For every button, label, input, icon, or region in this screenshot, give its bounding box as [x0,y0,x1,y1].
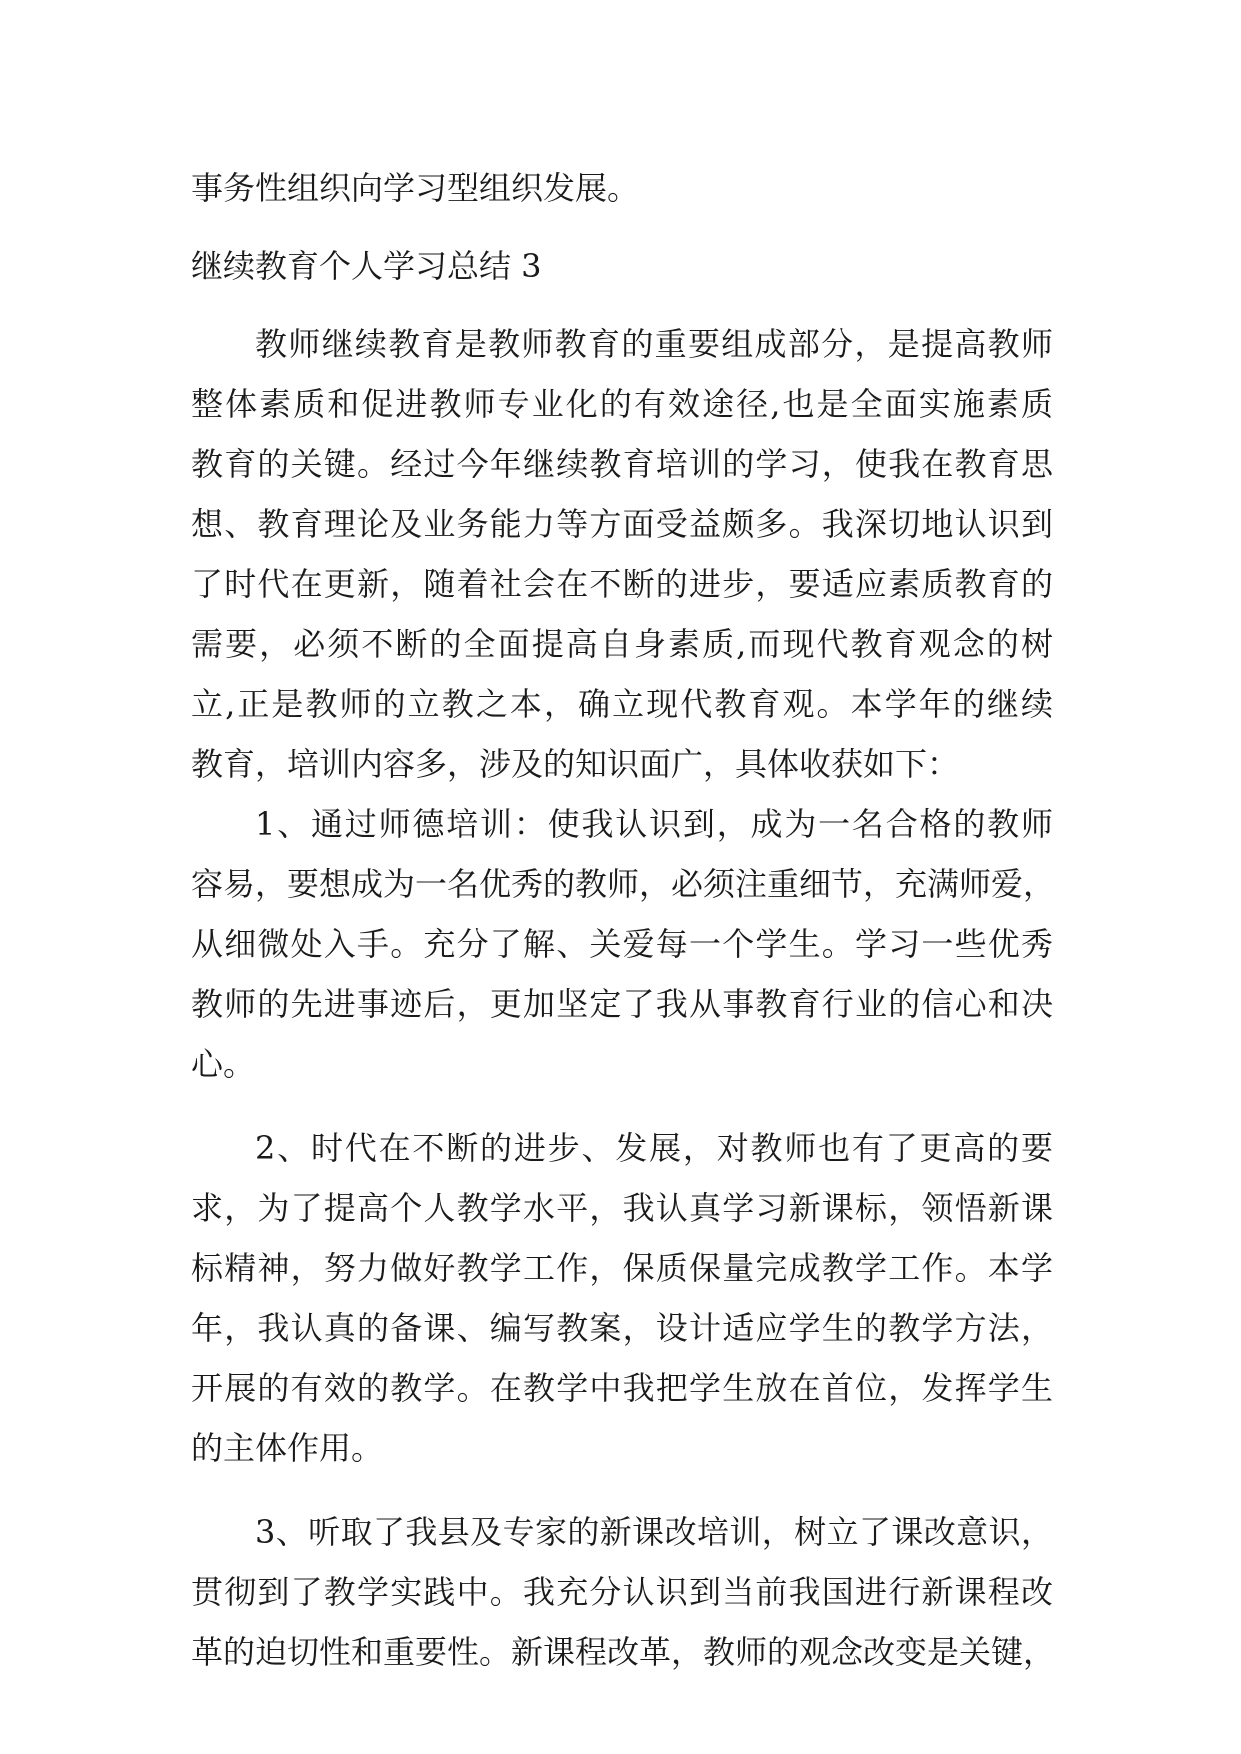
text-line: 事务性组织向学习型组织发展。 [191,169,640,207]
text-line: 容易，要想成为一名优秀的教师，必须注重细节，充满师爱， [191,865,1056,903]
text-line: 了时代在更新，随着社会在不断的进步，要适应素质教育的 [191,565,1053,603]
text-line: 教师的先进事迹后，更加坚定了我从事教育行业的信心和决 [191,985,1053,1023]
paragraph-intro [191,314,1053,794]
paragraph-item-3 [191,1502,1056,1682]
text-line: 3、听取了我县及专家的新课改培训，树立了课改意识， [255,1513,1053,1551]
text-line: 想、教育理论及业务能力等方面受益颇多。我深切地认识到 [191,505,1053,543]
text-line: 从细微处入手。充分了解、关爱每一个学生。学习一些优秀 [191,925,1053,963]
text-line: 教育，培训内容多，涉及的知识面广，具体收获如下： [191,745,960,783]
text-line: 1、通过师德培训：使我认识到，成为一名合格的教师 [255,805,1053,843]
text-line: 立,正是教师的立教之本，确立现代教育观。本学年的继续 [191,685,1053,723]
text-line: 年，我认真的备课、编写教案，设计适应学生的教学方法， [191,1309,1053,1347]
text-line: 2、时代在不断的进步、发展，对教师也有了更高的要 [255,1129,1053,1167]
text-line: 教师继续教育是教师教育的重要组成部分，是提高教师 [255,325,1053,363]
text-line: 求，为了提高个人教学水平，我认真学习新课标，领悟新课 [191,1189,1053,1227]
text-line: 革的迫切性和重要性。新课程改革，教师的观念改变是关键， [191,1633,1056,1671]
text-line: 的主体作用。 [191,1429,384,1467]
text-line: 标精神，努力做好教学工作，保质保量完成教学工作。本学 [191,1249,1053,1287]
paragraph-item-1 [191,794,1056,1094]
paragraph-continuation [191,158,1053,218]
section-heading [191,236,1053,296]
text-line: 需要，必须不断的全面提高自身素质,而现代教育观念的树 [191,625,1053,663]
paragraph-item-2 [191,1118,1053,1478]
text-line: 开展的有效的教学。在教学中我把学生放在首位，发挥学生 [191,1369,1053,1407]
document-body [191,158,1056,1682]
text-line: 整体素质和促进教师专业化的有效途径,也是全面实施素质 [191,385,1053,423]
text-line: 贯彻到了教学实践中。我充分认识到当前我国进行新课程改 [191,1573,1053,1611]
text-line: 教育的关键。经过今年继续教育培训的学习，使我在教育思 [191,445,1053,483]
text-line: 心。 [191,1045,256,1083]
section-title: 继续教育个人学习总结 3 [191,247,542,285]
